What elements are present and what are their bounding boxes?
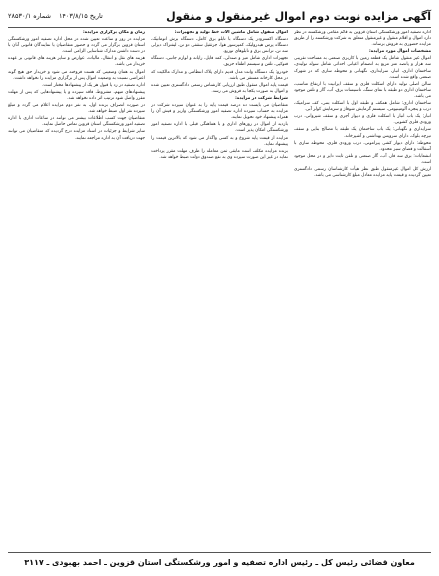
paragraph: مشخصات اموال مورد مزایده: (368, 49, 431, 55)
notice-title: آگهی مزایده نوبت دوم اموال غیرمنقول و منقول (166, 9, 431, 23)
paragraph: اموال منقول شامل ماشین آلات خط تولید و تجهیزات: (174, 30, 288, 35)
paragraph: در صورت انصراف برنده اول، به نفر دوم مزایده اعلام می گردد و مبلغ سپرده نفر اول ضبط خواهد شد. (8, 103, 145, 115)
paragraph: سایر شرایط و جزئیات در اسناد مزایده درج گردیده که متقاضیان می توانند جهت دریافت آن به اداره مراجعه نمایند. (8, 129, 145, 141)
column-2 (151, 30, 288, 540)
paragraph: مزایده از قیمت پایه شروع و به کسی واگذار می شود که بالاترین قیمت را پیشنهاد نماید. (151, 135, 288, 147)
column-3 (8, 30, 145, 540)
notice-body (8, 30, 431, 540)
paragraph: خودرو: یک دستگاه وانت مدل قدیم دارای پلاک انتظامی و مدارک مالکیت که در محل کارخانه مستقر می باشد. (151, 69, 288, 81)
paragraph: ارزش کل اموال غیرمنقول طبق نظر هیأت کارشناسان رسمی دادگستری تعیین گردیده و قیمت پایه مزایده معادل مبلغ کارشناسی می باشد. (294, 166, 431, 179)
reference-line (8, 12, 103, 20)
paragraph: اداره تصفیه در رد یا قبول هر یک از پیشنهادها مختار است. (41, 82, 145, 88)
paragraph: پیشنهادهای مبهم، مشروط، فاقد سپرده و یا پیشنهادهایی که پس از مهلت مقرر واصل شود ترتیب اثر داده نخواهد شد. (8, 89, 145, 101)
signature-text: معاون قضائی رئیس کل ـ رئیس اداره تصفیه و امور ورشکستگی استان قزوین ـ احمد بهبودی ـ ۳۱۱۷ (24, 557, 415, 567)
paragraph: سرایداری و نگهبانی: یک باب ساختمان یک طبقه با مصالح بنایی و سقف تیرچه بلوک، دارای سرویس بهداشتی و آشپزخانه. (294, 127, 431, 139)
paragraph: محوطه: دارای دیوار کشی پیرامونی، درب ورودی فلزی، محوطه سازی با آسفالت و فضای سبز محدود. (294, 140, 431, 152)
paragraph: سالن اصلی تولید دارای اسکلت فلزی و سقف ایرانیت با ارتفاع مناسب، ساختمان اداری دو طبقه با نمای سنگ، تاسیسات برق، آب، گاز و تلفن موجود می باشد. (294, 81, 431, 99)
paragraph: متقاضیان جهت کسب اطلاعات بیشتر می توانند در ساعات اداری با اداره تصفیه امور ورشکستگی استان قزوین تماس حاصل نمایند. (8, 116, 145, 128)
paragraph: تجهیزات اداری شامل میز و صندلی، کمد فایل، رایانه و لوازم جانبی، دستگاه فتوکپی، تلفن و سیستم اطفاء حریق. (151, 56, 288, 68)
column-1 (294, 30, 431, 540)
paragraph: قیمت پایه اموال منقول طبق ارزیابی کارشناس رسمی دادگستری تعیین شده و اموال به صورت یکجا به فروش می رسد. (151, 82, 288, 94)
paragraph: شرایط شرکت در مزایده: (235, 95, 288, 101)
paragraph: ساختمان اداری: شامل همکف و طبقه اول با اسکلت بتنی، کف سرامیک، درب و پنجره آلومینیومی، سیستم گرمایش شوفاژ و سرمایش کولر آبی. (294, 101, 431, 113)
paragraph: دستگاه اکسترودر یک دستگاه با تابلو برق کامل، دستگاه برش اتوماتیک، دستگاه پرس هیدرولیک، کمپرسور هوا، جرثقیل سقفی دو تن، لیفتراک دیزلی سه تن، ترانس برق و تابلوهای توزیع. (151, 37, 288, 55)
paragraph: زمان و مکان برگزاری مزایده: (82, 30, 145, 35)
paragraph: مزایده در روز و ساعت تعیین شده در محل اداره تصفیه امور ورشکستگی استان قزوین برگزار می گردد و حضور متقاضیان یا نمایندگان قانونی آنان با در دست داشتن مدارک شناسایی الزامی است. (8, 37, 145, 55)
paragraph: اداره تصفیه امور ورشکستگی استان قزوین به قائم مقامی ورشکسته در نظر دارد اموال و اقلام منقول و غیرمنقول متعلق به شرکت ورشکسته را از طریق مزایده حضوری به فروش برساند. (294, 30, 431, 48)
paragraph: بازدید از اموال در روزهای اداری و با هماهنگی قبلی با اداره تصفیه امور ورشکستگی امکان پذیر است. (151, 122, 288, 134)
paragraph: برنده مزایده مکلف است مابقی ثمن معامله را ظرف مهلت مقرر پرداخت نماید در غیر این صورت سپرده وی به نفع صندوق دولت ضبط خواهد شد. (151, 148, 288, 160)
paragraph: اموال به همان وضعیتی که هست فروخته می شود و خریدار حق هیچ گونه اعتراضی نسبت به وضعیت اموال پس از برگزاری مزایده را نخواهد داشت. (8, 69, 145, 81)
notice-header (8, 5, 431, 28)
paragraph: انبار: یک باب انبار با اسکلت فلزی و دیوار آجری و سقف شیروانی، درب ورودی فلزی کشویی. (294, 114, 431, 126)
paragraph: متقاضیان می بایست ده درصد قیمت پایه را به عنوان سپرده شرکت در مزایده به حساب سپرده اداره تصفیه امور ورشکستگی واریز و فیش آن را همراه پیشنهاد خود تحویل نمایند. (151, 103, 288, 121)
paragraph: انشعابات: برق سه فاز، آب، گاز صنعتی و تلفن ثابت دایر و در محل موجود است. (294, 153, 431, 165)
signature-footer (8, 552, 431, 571)
number-label: شماره ۲۸۵۳۰/۱ (8, 12, 51, 20)
paragraph: اموال غیر منقول شامل یک قطعه زمین با کاربری صنعتی به مساحت تقریبی سه هزار و پانصد متر مربع به انضمام اعیانی احداثی شامل سوله تولیدی، ساختمان اداری، انبار، سرایداری، نگهبانی و محوطه سازی که در شهرک صنعتی واقع شده است. (294, 56, 431, 80)
paragraph: هزینه های نقل و انتقال، مالیات، عوارض و سایر هزینه های قانونی بر عهده خریدار می باشد. (8, 56, 145, 68)
date-label: تاریخ ۱۴۰۳/۸/۱۵ (58, 12, 103, 20)
